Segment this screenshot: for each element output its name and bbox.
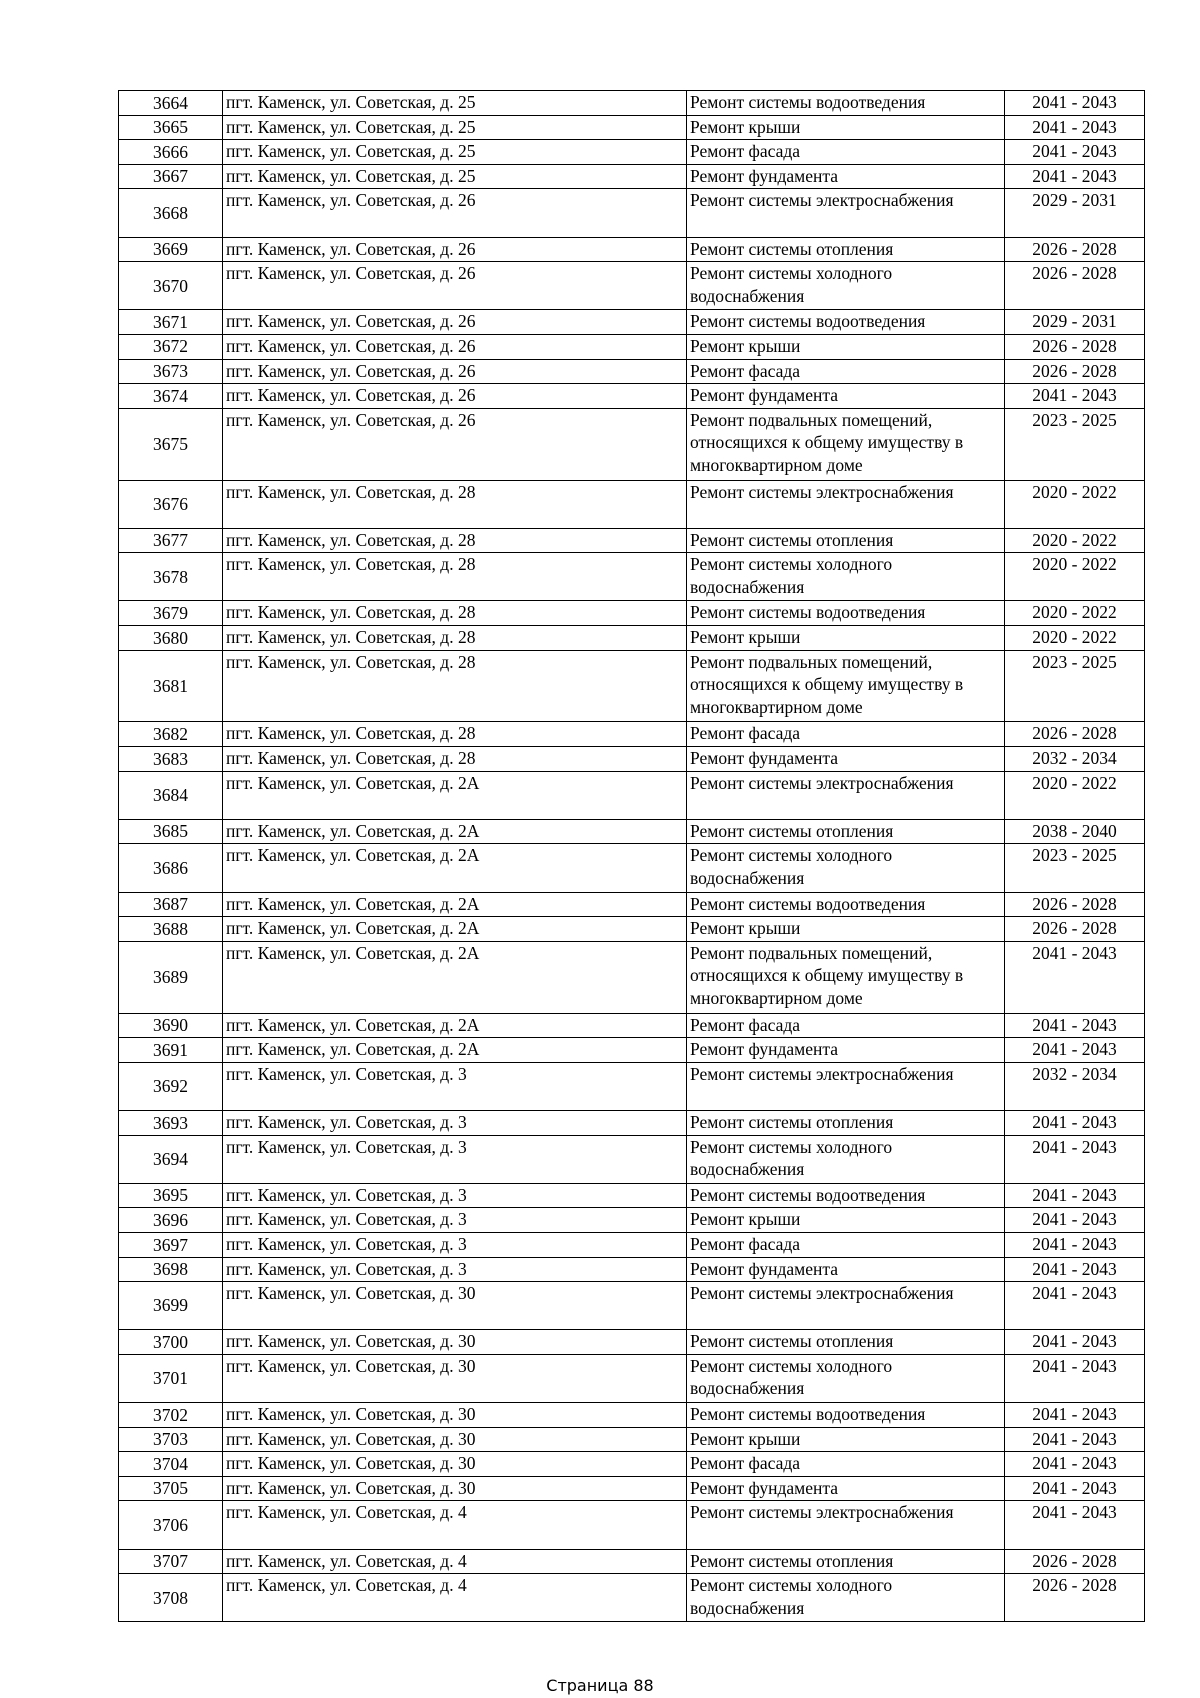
- row-number-cell: 3691: [119, 1038, 223, 1063]
- period-cell: 2026 - 2028: [1005, 892, 1145, 917]
- address-cell: пгт. Каменск, ул. Советская, д. 30: [223, 1403, 687, 1428]
- table-body: [119, 91, 1145, 1622]
- period-cell: 2041 - 2043: [1005, 1476, 1145, 1501]
- period-cell: 2041 - 2043: [1005, 1013, 1145, 1038]
- work-type-cell: Ремонт фундамента: [687, 1476, 1005, 1501]
- table-row: [119, 917, 1145, 942]
- row-number-cell: 3681: [119, 650, 223, 722]
- address-cell: пгт. Каменск, ул. Советская, д. 4: [223, 1574, 687, 1622]
- period-cell: 2026 - 2028: [1005, 1574, 1145, 1622]
- period-cell: 2041 - 2043: [1005, 1135, 1145, 1183]
- address-cell: пгт. Каменск, ул. Советская, д. 3: [223, 1135, 687, 1183]
- period-cell: 2041 - 2043: [1005, 1282, 1145, 1330]
- work-type-cell: Ремонт крыши: [687, 626, 1005, 651]
- address-cell: пгт. Каменск, ул. Советская, д. 25: [223, 91, 687, 116]
- period-cell: 2026 - 2028: [1005, 722, 1145, 747]
- period-cell: 2038 - 2040: [1005, 819, 1145, 844]
- work-type-cell: Ремонт фундамента: [687, 384, 1005, 409]
- work-type-cell: Ремонт системы электроснабжения: [687, 1282, 1005, 1330]
- period-cell: 2041 - 2043: [1005, 1232, 1145, 1257]
- address-cell: пгт. Каменск, ул. Советская, д. 30: [223, 1282, 687, 1330]
- address-cell: пгт. Каменск, ул. Советская, д. 25: [223, 140, 687, 165]
- table-row: [119, 553, 1145, 601]
- period-cell: 2026 - 2028: [1005, 1549, 1145, 1574]
- work-type-cell: Ремонт крыши: [687, 1208, 1005, 1233]
- table-row: [119, 601, 1145, 626]
- row-number-cell: 3692: [119, 1062, 223, 1110]
- row-number-cell: 3707: [119, 1549, 223, 1574]
- table-row: [119, 1135, 1145, 1183]
- table-row: [119, 1549, 1145, 1574]
- period-cell: 2020 - 2022: [1005, 601, 1145, 626]
- period-cell: 2026 - 2028: [1005, 237, 1145, 262]
- address-cell: пгт. Каменск, ул. Советская, д. 30: [223, 1330, 687, 1355]
- period-cell: 2026 - 2028: [1005, 359, 1145, 384]
- period-cell: 2032 - 2034: [1005, 747, 1145, 772]
- period-cell: 2041 - 2043: [1005, 91, 1145, 116]
- period-cell: 2029 - 2031: [1005, 189, 1145, 237]
- row-number-cell: 3695: [119, 1183, 223, 1208]
- row-number-cell: 3699: [119, 1282, 223, 1330]
- table-row: [119, 844, 1145, 892]
- row-number-cell: 3705: [119, 1476, 223, 1501]
- period-cell: 2020 - 2022: [1005, 480, 1145, 528]
- row-number-cell: 3673: [119, 359, 223, 384]
- work-type-cell: Ремонт фундамента: [687, 164, 1005, 189]
- table-row: [119, 1282, 1145, 1330]
- table-row: [119, 115, 1145, 140]
- table-row: [119, 1062, 1145, 1110]
- address-cell: пгт. Каменск, ул. Советская, д. 3: [223, 1232, 687, 1257]
- row-number-cell: 3690: [119, 1013, 223, 1038]
- work-type-cell: Ремонт системы электроснабжения: [687, 189, 1005, 237]
- work-type-cell: Ремонт фасада: [687, 359, 1005, 384]
- period-cell: 2026 - 2028: [1005, 917, 1145, 942]
- row-number-cell: 3704: [119, 1452, 223, 1477]
- address-cell: пгт. Каменск, ул. Советская, д. 3: [223, 1208, 687, 1233]
- table-row: [119, 1574, 1145, 1622]
- table-row: [119, 626, 1145, 651]
- period-cell: 2032 - 2034: [1005, 1062, 1145, 1110]
- table-row: [119, 1038, 1145, 1063]
- address-cell: пгт. Каменск, ул. Советская, д. 2А: [223, 917, 687, 942]
- work-type-cell: Ремонт системы холодного водоснабжения: [687, 1574, 1005, 1622]
- table-row: [119, 747, 1145, 772]
- work-type-cell: Ремонт системы водоотведения: [687, 1183, 1005, 1208]
- address-cell: пгт. Каменск, ул. Советская, д. 30: [223, 1427, 687, 1452]
- work-type-cell: Ремонт системы отопления: [687, 237, 1005, 262]
- work-type-cell: Ремонт системы холодного водоснабжения: [687, 1354, 1005, 1402]
- row-number-cell: 3708: [119, 1574, 223, 1622]
- table-row: [119, 1183, 1145, 1208]
- table-row: [119, 237, 1145, 262]
- work-type-cell: Ремонт фасада: [687, 1013, 1005, 1038]
- work-type-cell: Ремонт подвальных помещений, относящихся к общему имуществу в многоквартирном доме: [687, 650, 1005, 722]
- row-number-cell: 3674: [119, 384, 223, 409]
- period-cell: 2041 - 2043: [1005, 1208, 1145, 1233]
- address-cell: пгт. Каменск, ул. Советская, д. 28: [223, 553, 687, 601]
- address-cell: пгт. Каменск, ул. Советская, д. 28: [223, 601, 687, 626]
- row-number-cell: 3680: [119, 626, 223, 651]
- work-type-cell: Ремонт подвальных помещений, относящихся к общему имуществу в многоквартирном доме: [687, 408, 1005, 480]
- table-row: [119, 1232, 1145, 1257]
- row-number-cell: 3702: [119, 1403, 223, 1428]
- period-cell: 2041 - 2043: [1005, 164, 1145, 189]
- page-footer: Страница 88: [546, 1676, 654, 1695]
- work-type-cell: Ремонт системы отопления: [687, 1549, 1005, 1574]
- period-cell: 2020 - 2022: [1005, 771, 1145, 819]
- row-number-cell: 3672: [119, 334, 223, 359]
- repair-schedule-table: [118, 90, 1145, 1622]
- row-number-cell: 3701: [119, 1354, 223, 1402]
- period-cell: 2041 - 2043: [1005, 1403, 1145, 1428]
- address-cell: пгт. Каменск, ул. Советская, д. 2А: [223, 771, 687, 819]
- work-type-cell: Ремонт фасада: [687, 722, 1005, 747]
- period-cell: 2026 - 2028: [1005, 262, 1145, 310]
- address-cell: пгт. Каменск, ул. Советская, д. 28: [223, 626, 687, 651]
- work-type-cell: Ремонт фасада: [687, 1232, 1005, 1257]
- work-type-cell: Ремонт подвальных помещений, относящихся к общему имуществу в многоквартирном доме: [687, 941, 1005, 1013]
- address-cell: пгт. Каменск, ул. Советская, д. 26: [223, 334, 687, 359]
- row-number-cell: 3693: [119, 1110, 223, 1135]
- row-number-cell: 3682: [119, 722, 223, 747]
- work-type-cell: Ремонт системы отопления: [687, 528, 1005, 553]
- address-cell: пгт. Каменск, ул. Советская, д. 3: [223, 1183, 687, 1208]
- table-row: [119, 1257, 1145, 1282]
- table-row: [119, 359, 1145, 384]
- row-number-cell: 3700: [119, 1330, 223, 1355]
- row-number-cell: 3684: [119, 771, 223, 819]
- period-cell: 2041 - 2043: [1005, 1427, 1145, 1452]
- row-number-cell: 3677: [119, 528, 223, 553]
- row-number-cell: 3665: [119, 115, 223, 140]
- work-type-cell: Ремонт системы электроснабжения: [687, 480, 1005, 528]
- period-cell: 2020 - 2022: [1005, 528, 1145, 553]
- period-cell: 2041 - 2043: [1005, 1183, 1145, 1208]
- period-cell: 2041 - 2043: [1005, 1110, 1145, 1135]
- row-number-cell: 3666: [119, 140, 223, 165]
- row-number-cell: 3687: [119, 892, 223, 917]
- address-cell: пгт. Каменск, ул. Советская, д. 2А: [223, 892, 687, 917]
- address-cell: пгт. Каменск, ул. Советская, д. 3: [223, 1257, 687, 1282]
- work-type-cell: Ремонт крыши: [687, 334, 1005, 359]
- row-number-cell: 3696: [119, 1208, 223, 1233]
- table-row: [119, 941, 1145, 1013]
- table-row: [119, 91, 1145, 116]
- period-cell: 2041 - 2043: [1005, 1354, 1145, 1402]
- address-cell: пгт. Каменск, ул. Советская, д. 26: [223, 384, 687, 409]
- address-cell: пгт. Каменск, ул. Советская, д. 2А: [223, 1013, 687, 1038]
- work-type-cell: Ремонт фундамента: [687, 1038, 1005, 1063]
- period-cell: 2041 - 2043: [1005, 1501, 1145, 1549]
- table-row: [119, 334, 1145, 359]
- table-row: [119, 408, 1145, 480]
- address-cell: пгт. Каменск, ул. Советская, д. 4: [223, 1549, 687, 1574]
- period-cell: 2029 - 2031: [1005, 310, 1145, 335]
- row-number-cell: 3664: [119, 91, 223, 116]
- address-cell: пгт. Каменск, ул. Советская, д. 26: [223, 189, 687, 237]
- address-cell: пгт. Каменск, ул. Советская, д. 30: [223, 1476, 687, 1501]
- row-number-cell: 3685: [119, 819, 223, 844]
- row-number-cell: 3698: [119, 1257, 223, 1282]
- table-row: [119, 528, 1145, 553]
- work-type-cell: Ремонт фасада: [687, 1452, 1005, 1477]
- work-type-cell: Ремонт системы водоотведения: [687, 310, 1005, 335]
- row-number-cell: 3679: [119, 601, 223, 626]
- table-row: [119, 164, 1145, 189]
- address-cell: пгт. Каменск, ул. Советская, д. 2А: [223, 1038, 687, 1063]
- address-cell: пгт. Каменск, ул. Советская, д. 28: [223, 747, 687, 772]
- work-type-cell: Ремонт системы водоотведения: [687, 892, 1005, 917]
- address-cell: пгт. Каменск, ул. Советская, д. 2А: [223, 844, 687, 892]
- period-cell: 2041 - 2043: [1005, 941, 1145, 1013]
- period-cell: 2020 - 2022: [1005, 553, 1145, 601]
- work-type-cell: Ремонт системы отопления: [687, 1110, 1005, 1135]
- period-cell: 2041 - 2043: [1005, 115, 1145, 140]
- table-row: [119, 189, 1145, 237]
- document-page: [118, 90, 1144, 1622]
- row-number-cell: 3669: [119, 237, 223, 262]
- work-type-cell: Ремонт фундамента: [687, 1257, 1005, 1282]
- work-type-cell: Ремонт системы водоотведения: [687, 91, 1005, 116]
- table-row: [119, 262, 1145, 310]
- address-cell: пгт. Каменск, ул. Советская, д. 2А: [223, 941, 687, 1013]
- period-cell: 2026 - 2028: [1005, 334, 1145, 359]
- address-cell: пгт. Каменск, ул. Советская, д. 4: [223, 1501, 687, 1549]
- table-row: [119, 1354, 1145, 1402]
- table-row: [119, 819, 1145, 844]
- address-cell: пгт. Каменск, ул. Советская, д. 28: [223, 528, 687, 553]
- table-row: [119, 384, 1145, 409]
- address-cell: пгт. Каменск, ул. Советская, д. 26: [223, 359, 687, 384]
- table-row: [119, 1452, 1145, 1477]
- address-cell: пгт. Каменск, ул. Советская, д. 30: [223, 1452, 687, 1477]
- row-number-cell: 3686: [119, 844, 223, 892]
- table-row: [119, 1403, 1145, 1428]
- row-number-cell: 3668: [119, 189, 223, 237]
- work-type-cell: Ремонт системы холодного водоснабжения: [687, 1135, 1005, 1183]
- period-cell: 2023 - 2025: [1005, 408, 1145, 480]
- table-row: [119, 1501, 1145, 1549]
- address-cell: пгт. Каменск, ул. Советская, д. 3: [223, 1110, 687, 1135]
- row-number-cell: 3678: [119, 553, 223, 601]
- row-number-cell: 3671: [119, 310, 223, 335]
- row-number-cell: 3676: [119, 480, 223, 528]
- row-number-cell: 3697: [119, 1232, 223, 1257]
- work-type-cell: Ремонт системы водоотведения: [687, 1403, 1005, 1428]
- period-cell: 2020 - 2022: [1005, 626, 1145, 651]
- address-cell: пгт. Каменск, ул. Советская, д. 26: [223, 262, 687, 310]
- work-type-cell: Ремонт системы электроснабжения: [687, 1062, 1005, 1110]
- address-cell: пгт. Каменск, ул. Советская, д. 25: [223, 164, 687, 189]
- address-cell: пгт. Каменск, ул. Советская, д. 2А: [223, 819, 687, 844]
- row-number-cell: 3683: [119, 747, 223, 772]
- table-row: [119, 1208, 1145, 1233]
- work-type-cell: Ремонт системы холодного водоснабжения: [687, 844, 1005, 892]
- table-row: [119, 1476, 1145, 1501]
- work-type-cell: Ремонт фундамента: [687, 747, 1005, 772]
- table-row: [119, 1013, 1145, 1038]
- table-row: [119, 892, 1145, 917]
- row-number-cell: 3689: [119, 941, 223, 1013]
- period-cell: 2041 - 2043: [1005, 1452, 1145, 1477]
- work-type-cell: Ремонт крыши: [687, 1427, 1005, 1452]
- period-cell: 2041 - 2043: [1005, 384, 1145, 409]
- row-number-cell: 3675: [119, 408, 223, 480]
- address-cell: пгт. Каменск, ул. Советская, д. 26: [223, 408, 687, 480]
- row-number-cell: 3670: [119, 262, 223, 310]
- work-type-cell: Ремонт системы холодного водоснабжения: [687, 262, 1005, 310]
- table-row: [119, 1110, 1145, 1135]
- table-row: [119, 480, 1145, 528]
- period-cell: 2023 - 2025: [1005, 844, 1145, 892]
- work-type-cell: Ремонт крыши: [687, 115, 1005, 140]
- table-row: [119, 771, 1145, 819]
- address-cell: пгт. Каменск, ул. Советская, д. 30: [223, 1354, 687, 1402]
- work-type-cell: Ремонт системы отопления: [687, 1330, 1005, 1355]
- work-type-cell: Ремонт фасада: [687, 140, 1005, 165]
- address-cell: пгт. Каменск, ул. Советская, д. 25: [223, 115, 687, 140]
- work-type-cell: Ремонт крыши: [687, 917, 1005, 942]
- table-row: [119, 140, 1145, 165]
- work-type-cell: Ремонт системы водоотведения: [687, 601, 1005, 626]
- table-row: [119, 1427, 1145, 1452]
- work-type-cell: Ремонт системы холодного водоснабжения: [687, 553, 1005, 601]
- table-row: [119, 1330, 1145, 1355]
- work-type-cell: Ремонт системы электроснабжения: [687, 771, 1005, 819]
- address-cell: пгт. Каменск, ул. Советская, д. 26: [223, 237, 687, 262]
- work-type-cell: Ремонт системы отопления: [687, 819, 1005, 844]
- table-row: [119, 310, 1145, 335]
- address-cell: пгт. Каменск, ул. Советская, д. 3: [223, 1062, 687, 1110]
- period-cell: 2023 - 2025: [1005, 650, 1145, 722]
- work-type-cell: Ремонт системы электроснабжения: [687, 1501, 1005, 1549]
- row-number-cell: 3688: [119, 917, 223, 942]
- row-number-cell: 3694: [119, 1135, 223, 1183]
- period-cell: 2041 - 2043: [1005, 140, 1145, 165]
- row-number-cell: 3706: [119, 1501, 223, 1549]
- address-cell: пгт. Каменск, ул. Советская, д. 26: [223, 310, 687, 335]
- table-row: [119, 722, 1145, 747]
- period-cell: 2041 - 2043: [1005, 1257, 1145, 1282]
- table-row: [119, 650, 1145, 722]
- address-cell: пгт. Каменск, ул. Советская, д. 28: [223, 650, 687, 722]
- address-cell: пгт. Каменск, ул. Советская, д. 28: [223, 722, 687, 747]
- period-cell: 2041 - 2043: [1005, 1038, 1145, 1063]
- period-cell: 2041 - 2043: [1005, 1330, 1145, 1355]
- address-cell: пгт. Каменск, ул. Советская, д. 28: [223, 480, 687, 528]
- row-number-cell: 3703: [119, 1427, 223, 1452]
- row-number-cell: 3667: [119, 164, 223, 189]
